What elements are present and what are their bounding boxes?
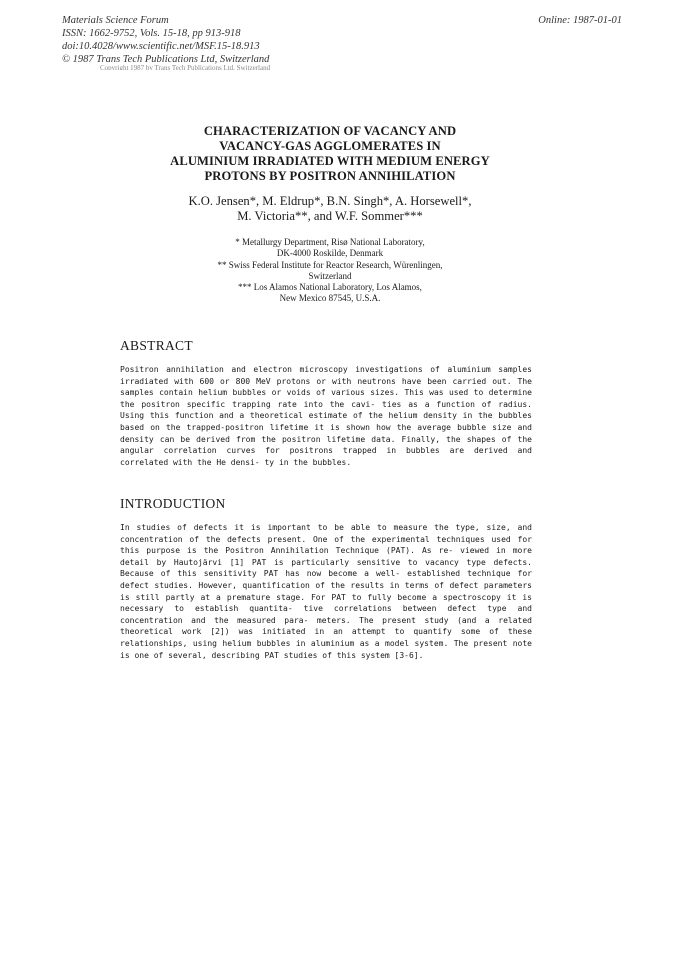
affiliation-line: DK-4000 Roskilde, Denmark bbox=[276, 248, 384, 259]
issn-line: ISSN: 1662-9752, Vols. 15-18, pp 913-918 bbox=[62, 28, 241, 39]
faint-copyright-strip: Copyright 1987 by Trans Tech Publications Ltd, Switzerland bbox=[100, 65, 271, 70]
title-line: VACANCY-GAS AGGLOMERATES IN bbox=[219, 139, 441, 153]
introduction-text: In studies of defects it is important to be able to measure the type, size, and concentration of the defects present. One of the experimental techniques used for this purpose is the Positron Annihilation Technique (PAT). As re- viewed in more detail by Hautojärvi [1] PAT is particularly sensitive to vacancy type defects. Because of this sensitivity PAT has now become a well- established technique for defect studies. However, quantification of the results in terms of defect parameters is still partly at a premature stage. For PAT to fully become a spectroscopy it is necessary to establish quantita- tive correlations between defect type and concentration and the measured para- meters. The present study (and a related theoretical work [2]) was initiated in an attempt to quantify some of these relationships, using helium bubbles in aluminium as a model system. The present note is one of several, describing PAT studies of this system [3-6]. bbox=[120, 523, 532, 660]
title-line: PROTONS BY POSITRON ANNIHILATION bbox=[204, 169, 456, 183]
affiliation-line: *** Los Alamos National Laboratory, Los Alamos, bbox=[238, 282, 422, 293]
abstract-text: Positron annihilation and electron microscopy investigations of aluminium samples irradiated with 600 or 800 MeV protons or with neutrons have been carried out. The samples contain helium bubbles or voids of various sizes. This was used to determine the positron specific trapping rate into the cavi- ties as a function of radius. Using this function and a theoretical estimate of the helium density in the bubbles based on the trapped-positron lifetime it is shown how the average bubble size and density can be derived from the positron lifetime data. Finally, the shapes of the angular correlation curves for positrons trapped in bubbles are derived and correlated with the He densi- ty in the bubbles. bbox=[120, 365, 532, 467]
affiliation-line: * Metallurgy Department, Risø National Laboratory, bbox=[235, 237, 425, 247]
author-line: M. Victoria**, and W.F. Sommer*** bbox=[237, 209, 423, 223]
abstract-heading: ABSTRACT bbox=[120, 338, 193, 353]
affiliation-line: Switzerland bbox=[308, 270, 352, 281]
affiliation-line: New Mexico 87545, U.S.A. bbox=[279, 293, 381, 304]
author-line: K.O. Jensen*, M. Eldrup*, B.N. Singh*, A. Horsewell*, bbox=[188, 194, 472, 208]
title-line: ALUMINIUM IRRADIATED WITH MEDIUM ENERGY bbox=[170, 154, 490, 168]
author-list bbox=[130, 194, 530, 224]
affiliation-line: ** Swiss Federal Institute for Reactor Research, Würenlingen, bbox=[217, 259, 443, 270]
paper-title bbox=[130, 124, 530, 184]
doi-line: doi:10.4028/www.scientific.net/MSF.15-18.913 bbox=[62, 41, 260, 52]
affiliations bbox=[150, 237, 510, 305]
journal-name: Materials Science Forum bbox=[62, 15, 169, 26]
copyright-line: © 1987 Trans Tech Publications Ltd, Switzerland bbox=[62, 54, 270, 65]
online-date: Online: 1987-01-01 bbox=[538, 15, 622, 26]
introduction-heading: INTRODUCTION bbox=[120, 496, 226, 511]
journal-header bbox=[62, 14, 622, 66]
title-line: CHARACTERIZATION OF VACANCY AND bbox=[203, 124, 457, 138]
